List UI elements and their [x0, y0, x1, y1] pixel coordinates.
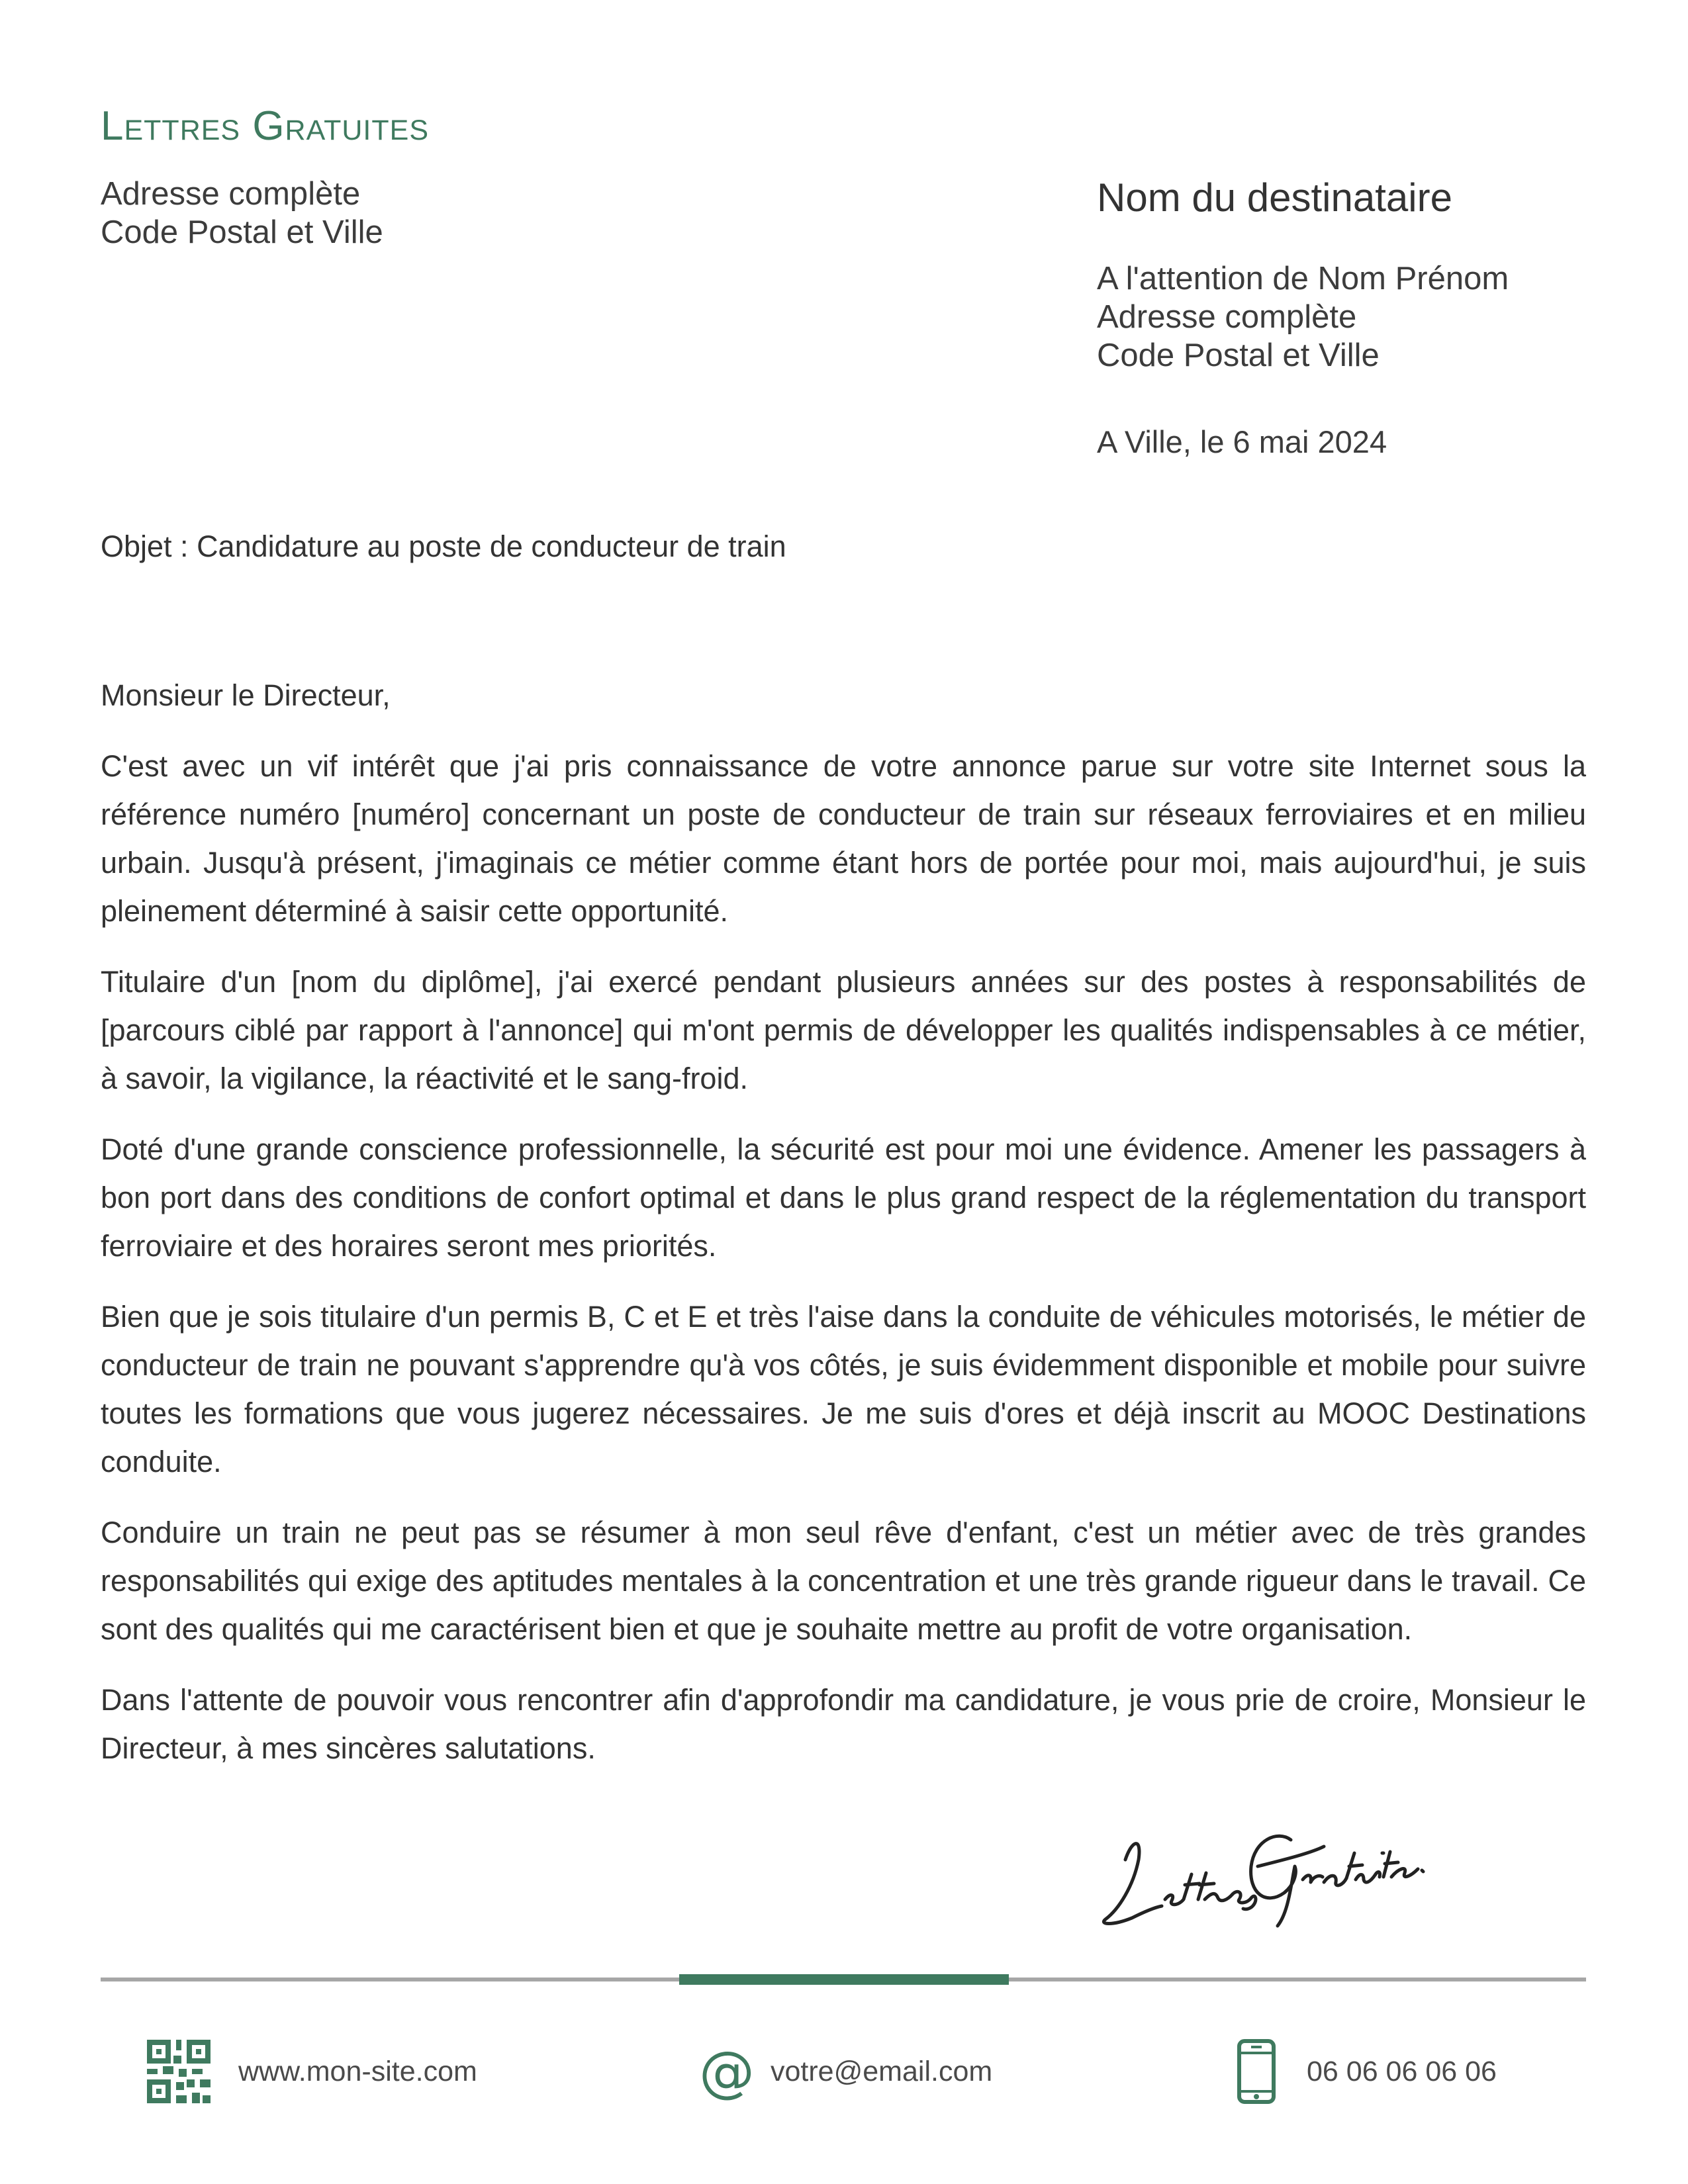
- subject-line: Objet : Candidature au poste de conducteur de train: [101, 529, 786, 563]
- at-sign-icon: @: [699, 2039, 755, 2104]
- letter-body: [101, 671, 1586, 1795]
- smartphone-icon: [1237, 2038, 1276, 2105]
- paragraph-2: Titulaire d'un [nom du diplôme], j'ai exercé pendant plusieurs années sur des postes à responsabilités de [parcours ciblé par rapport à l'annonce] qui m'ont permis de développer les qualités indispensables à ce métier, à savoir, la vigilance, la réactivité et le sang-froid.: [101, 965, 1586, 1095]
- recipient-address-line1: Adresse complète: [1097, 299, 1357, 335]
- recipient-name: Nom du destinataire: [1097, 175, 1452, 220]
- sender-name: Lettres Gratuites: [101, 103, 429, 149]
- sender-address-line1: Adresse complète: [101, 176, 361, 212]
- paragraph-1: C'est avec un vif intérêt que j'ai pris connaissance de votre annonce parue sur votre site Internet sous la référence numéro [numéro] concernant un poste de conducteur de train sur réseaux ferroviaires et en milieu urbain. Jusqu'à présent, j'imaginais ce métier comme étant hors de portée pour moi, mais aujourd'hui, je suis pleinement déterminé à saisir cette opportunité.: [101, 749, 1586, 928]
- sender-address: [101, 175, 383, 251]
- footer-website[interactable]: [147, 2038, 477, 2105]
- paragraph-5: Conduire un train ne peut pas se résumer à mon seul rêve d'enfant, c'est un métier avec de très grandes responsabilités qui exige des aptitudes mentales à la concentration et une très grande rigueur dans le travail. Ce sont des qualités qui me caractérisent bien et que je souhaite mettre au profit de votre organisation.: [101, 1516, 1586, 1646]
- recipient-address-line2: Code Postal et Ville: [1097, 338, 1380, 373]
- email-text: votre@email.com: [771, 2055, 993, 2087]
- paragraph-4: Bien que je sois titulaire d'un permis B, C et E et très l'aise dans la conduite de véhicules motorisés, le métier de conducteur de train ne pouvant s'apprendre qu'à vos côtés, je suis évidemment disponible et mobile pour suivre toutes les formations que vous jugerez nécessaires. Je me suis d'ores et déjà inscrit au MOOC Destinations conduite.: [101, 1300, 1586, 1479]
- handwritten-signature: [1092, 1800, 1450, 1933]
- footer-divider-accent: [679, 1974, 1009, 1985]
- qr-code-icon: [147, 2040, 211, 2103]
- date-line: A Ville, le 6 mai 2024: [1097, 424, 1387, 459]
- paragraph-6: Dans l'attente de pouvoir vous rencontrer afin d'approfondir ma candidature, je vous prie de croire, Monsieur le Directeur, à mes sincères salutations.: [101, 1683, 1586, 1765]
- sender-address-line2: Code Postal et Ville: [101, 214, 383, 250]
- website-text: www.mon-site.com: [238, 2055, 477, 2087]
- salutation: Monsieur le Directeur,: [101, 678, 391, 712]
- paragraph-3: Doté d'une grande conscience professionnelle, la sécurité est pour moi une évidence. Amener les passagers à bon port dans des conditions de confort optimal et dans le plus grand respect de la réglementation du transport ferroviaire et des horaires seront mes priorités.: [101, 1132, 1586, 1263]
- phone-text: 06 06 06 06 06: [1307, 2055, 1497, 2087]
- footer-email[interactable]: [699, 2038, 992, 2105]
- recipient-attention: A l'attention de Nom Prénom: [1097, 261, 1509, 296]
- recipient-address: [1097, 259, 1509, 375]
- footer-phone[interactable]: [1237, 2038, 1497, 2105]
